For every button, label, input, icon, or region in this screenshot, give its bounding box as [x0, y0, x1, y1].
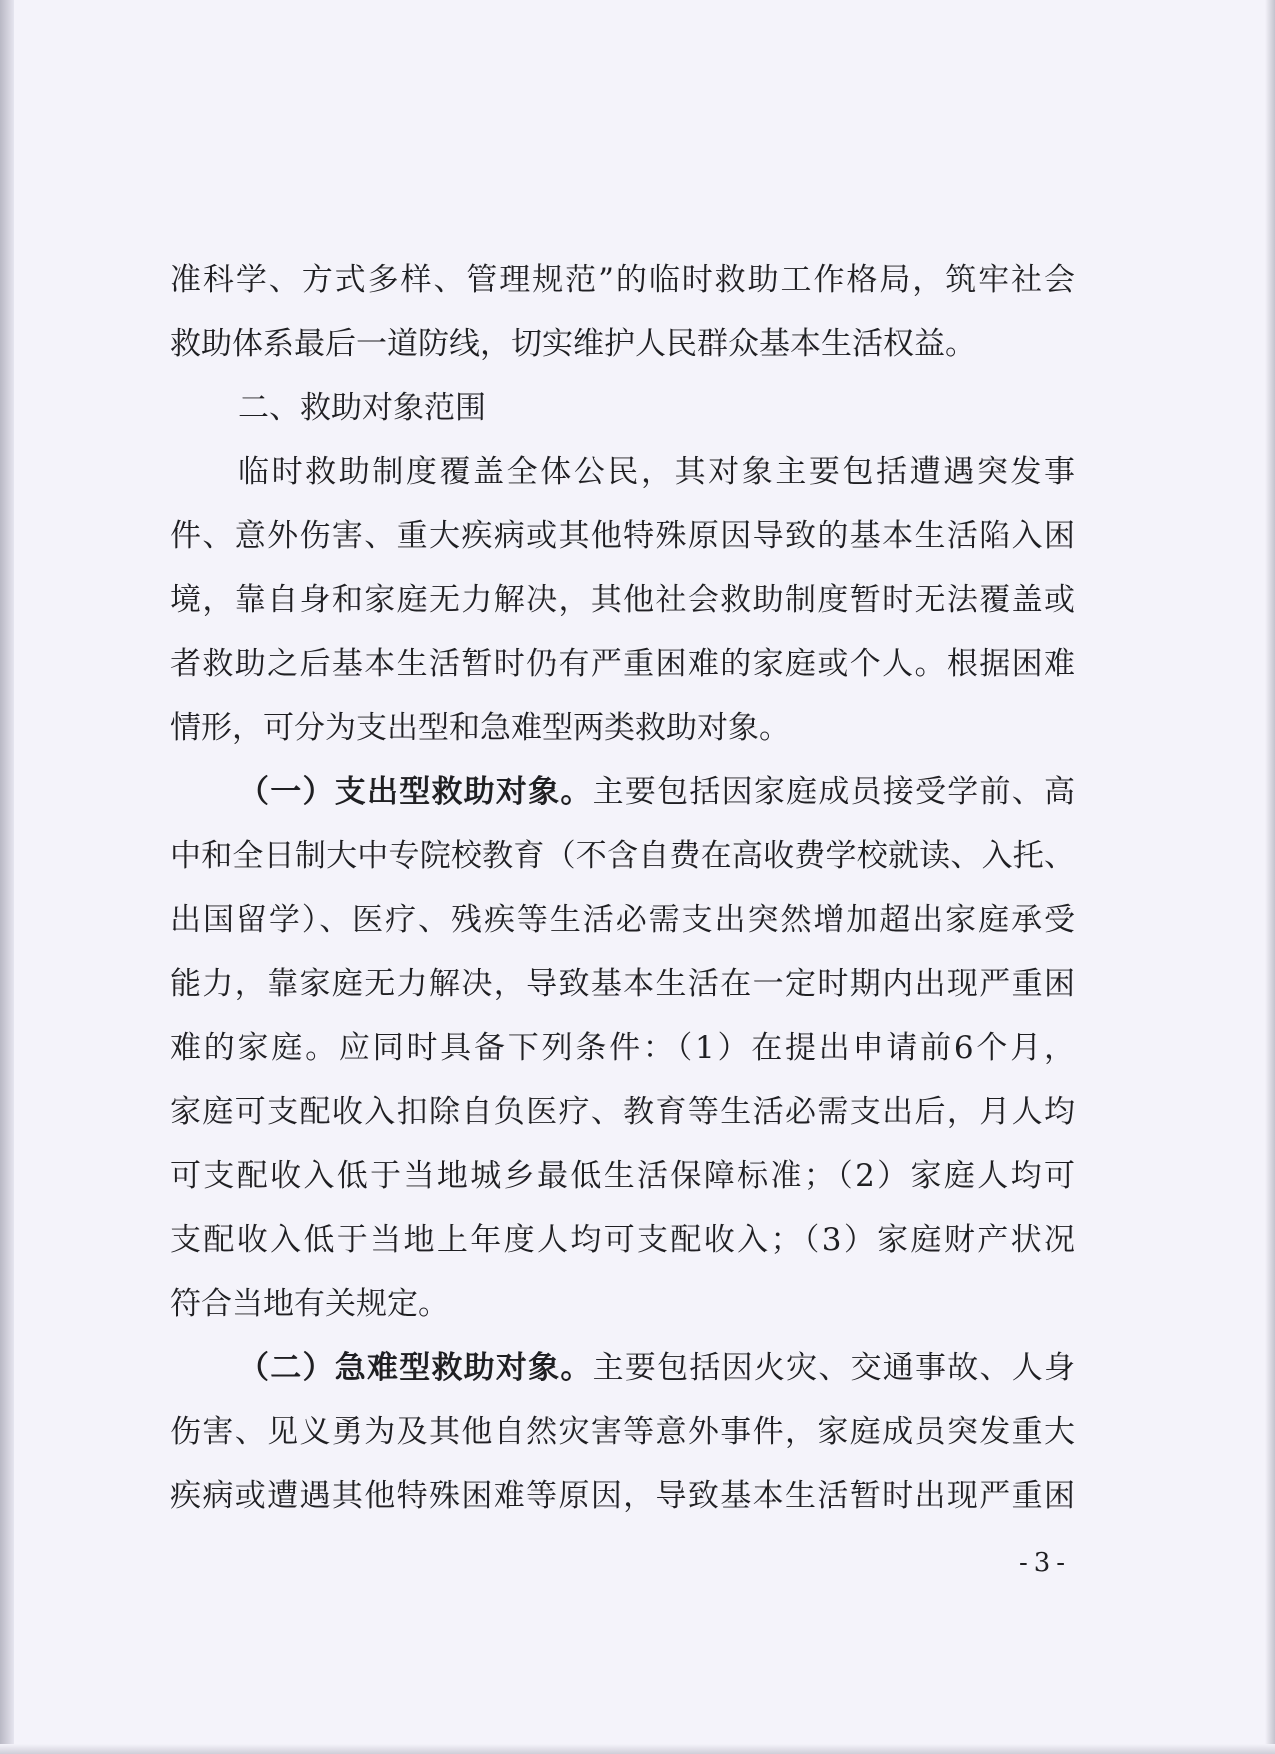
text-line: 符合当地有关规定。: [170, 1286, 449, 1322]
subsection-line: [170, 760, 1075, 824]
text-line: 准科学、方式多样、管理规范”的临时救助工作格局，筑牢社会: [170, 262, 1075, 298]
text-line: 可支配收入低于当地城乡最低生活保障标准；（2）家庭人均可: [170, 1158, 1075, 1194]
text-span: 主要包括因火灾、交通事故、人身: [592, 1350, 1075, 1386]
text-line: 伤害、见义勇为及其他自然灾害等意外事件，家庭成员突发重大: [170, 1414, 1075, 1450]
text-line: 能力，靠家庭无力解决，导致基本生活在一定时期内出现严重困: [170, 966, 1075, 1002]
text-line: 情形，可分为支出型和急难型两类救助对象。: [170, 710, 790, 746]
scan-edge-left: [0, 0, 14, 1754]
text-line: 件、意外伤害、重大疾病或其他特殊原因导致的基本生活陷入困: [170, 518, 1075, 554]
text-line: 出国留学）、医疗、残疾等生活必需支出突然增加超出家庭承受: [170, 902, 1075, 938]
scan-edge-bottom: [0, 1744, 1275, 1754]
subsection-line: [170, 1336, 1075, 1400]
text-line: 临时救助制度覆盖全体公民，其对象主要包括遭遇突发事: [238, 454, 1075, 490]
page-number: -3-: [1018, 1548, 1072, 1578]
text-line: 救助体系最后一道防线，切实维护人民群众基本生活权益。: [170, 326, 976, 362]
text-line: 家庭可支配收入扣除自负医疗、教育等生活必需支出后，月人均: [170, 1094, 1075, 1130]
text-line: 疾病或遭遇其他特殊困难等原因，导致基本生活暂时出现严重困: [170, 1478, 1075, 1514]
text-span: 主要包括因家庭成员接受学前、高: [592, 774, 1075, 810]
subsection-heading: （一）支出型救助对象。: [238, 774, 593, 810]
text-line: 者救助之后基本生活暂时仍有严重困难的家庭或个人。根据困难: [170, 646, 1075, 682]
text-line: 支配收入低于当地上年度人均可支配收入；（3）家庭财产状况: [170, 1222, 1075, 1258]
text-line: 境，靠自身和家庭无力解决，其他社会救助制度暂时无法覆盖或: [170, 582, 1075, 618]
document-body: [170, 248, 1075, 1528]
section-heading: 二、救助对象范围: [238, 390, 486, 426]
subsection-heading: （二）急难型救助对象。: [238, 1350, 593, 1386]
text-line: 中和全日制大中专院校教育（不含自费在高收费学校就读、入托、: [170, 838, 1075, 874]
text-line: 难的家庭。应同时具备下列条件：（1）在提出申请前6个月，: [170, 1030, 1075, 1066]
scan-edge-right: [1265, 0, 1275, 1754]
